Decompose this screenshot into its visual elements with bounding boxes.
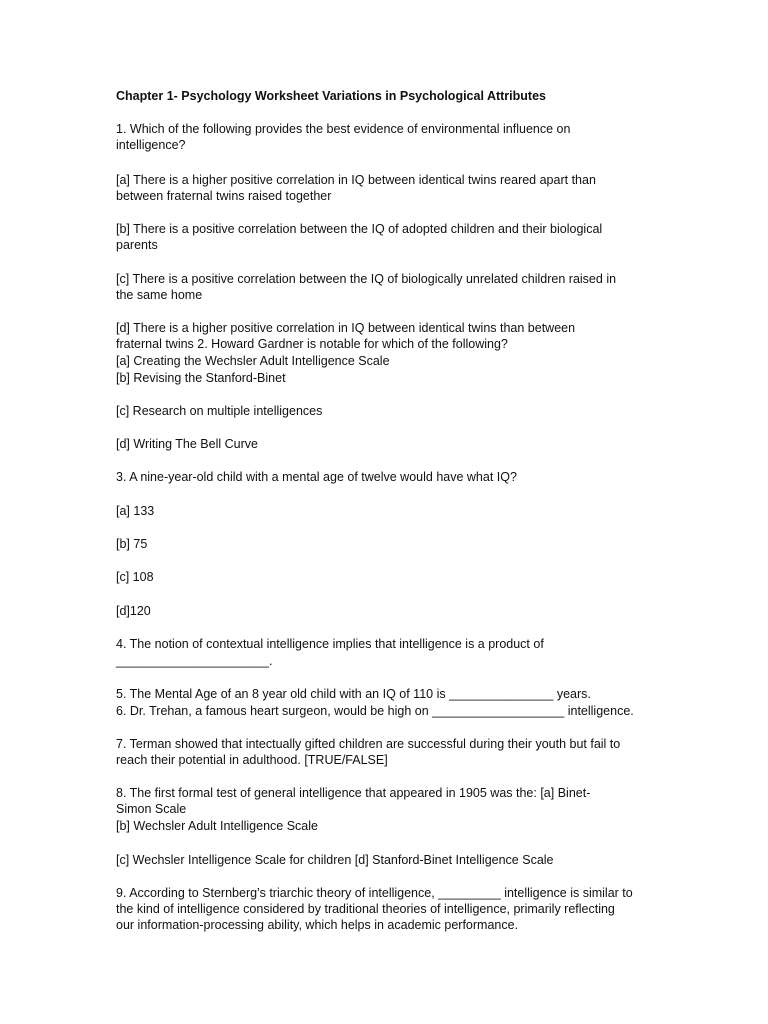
question-1-option-a-line-1: [a] There is a higher positive correlation in IQ between identical twins reared apart than [116,173,596,187]
question-1-option-b-line-1: [b] There is a positive correlation between the IQ of adopted children and their biological [116,222,603,236]
question-3-option-b: [b] 75 [116,537,148,551]
question-4-line-2: ______________________. [116,654,273,668]
question-3-option-d: [d]120 [116,604,151,618]
question-3-option-c: [c] 108 [116,570,154,584]
question-8-option-b: [b] Wechsler Adult Intelligence Scale [116,819,318,833]
question-1-option-a-line-2: between fraternal twins raised together [116,189,332,203]
question-9-line-1: 9. According to Sternberg’s triarchic theory of intelligence, _________ intelligence is similar to [116,886,633,900]
question-5: 5. The Mental Age of an 8 year old child with an IQ of 110 is _______________ years. [116,687,591,701]
question-1-option-c-line-2: the same home [116,288,203,302]
question-8-options-c-d: [c] Wechsler Intelligence Scale for children [d] Stanford-Binet Intelligence Scale [116,853,554,867]
question-1-option-c-line-1: [c] There is a positive correlation between the IQ of biologically unrelated children raised in [116,272,617,286]
question-9-line-3: our information-processing ability, which helps in academic performance. [116,918,519,932]
question-2-line: fraternal twins 2. Howard Gardner is notable for which of the following? [116,337,508,351]
question-3: 3. A nine-year-old child with a mental age of twelve would have what IQ? [116,470,517,484]
page-title: Chapter 1- Psychology Worksheet Variations in Psychological Attributes [116,89,546,103]
question-2-option-d: [d] Writing The Bell Curve [116,437,258,451]
question-2-option-c: [c] Research on multiple intelligences [116,404,323,418]
question-7-line-2: reach their potential in adulthood. [TRUE/FALSE] [116,753,388,767]
question-3-option-a: [a] 133 [116,504,155,518]
question-4-line-1: 4. The notion of contextual intelligence implies that intelligence is a product of [116,637,544,651]
question-8-line-2: Simon Scale [116,802,187,816]
question-7-line-1: 7. Terman showed that intectually gifted children are successful during their youth but fail to [116,737,621,751]
question-2-option-b: [b] Revising the Stanford-Binet [116,371,286,385]
question-9-line-2: the kind of intelligence considered by traditional theories of intelligence, primarily reflecting [116,902,615,916]
question-8-line-1: 8. The first formal test of general intelligence that appeared in 1905 was the: [a] Binet- [116,786,591,800]
question-1-line-2: intelligence? [116,138,186,152]
question-6: 6. Dr. Trehan, a famous heart surgeon, would be high on ___________________ intelligence. [116,704,634,718]
question-1-line-1: 1. Which of the following provides the best evidence of environmental influence on [116,122,571,136]
question-2-option-a: [a] Creating the Wechsler Adult Intelligence Scale [116,354,390,368]
question-1-option-d-line-1: [d] There is a higher positive correlation in IQ between identical twins than between [116,321,576,335]
question-1-option-b-line-2: parents [116,238,158,252]
